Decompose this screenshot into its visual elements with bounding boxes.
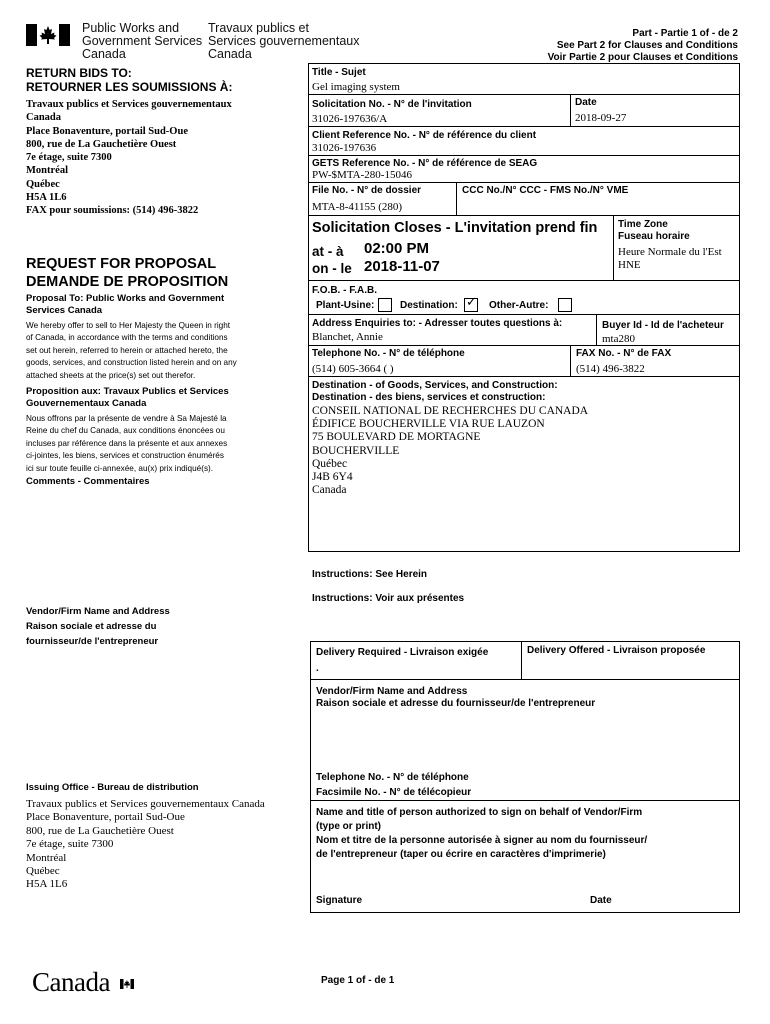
address-line: 75 BOULEVARD DE MORTAGNE <box>312 431 481 444</box>
offer-line: Reine du chef du Canada, aux conditions énoncées ou <box>26 426 225 436</box>
address-line: Travaux publics et Services gouvernementaux <box>26 99 232 110</box>
see-part-text: See Part 2 for Clauses and Conditions <box>556 40 738 51</box>
offer-line: goods, services, and construction listed herein and on any <box>26 358 237 368</box>
client-ref-label: Client Reference No. - N° de référence du client <box>312 130 537 141</box>
signature-label[interactable]: Signature <box>316 895 363 906</box>
rfp-title <box>26 255 228 291</box>
telephone-label: Telephone No. - N° de téléphone <box>312 348 465 359</box>
offer-line: incluses par référence dans la présente et aux annexes <box>26 438 228 448</box>
vendor-name-line: Raison sociale et adresse du fournisseur/de l'entrepreneur <box>316 698 596 709</box>
date-label: Date <box>575 97 597 108</box>
file-no-label: File No. - N° de dossier <box>312 185 422 196</box>
part-indicator <box>548 28 738 64</box>
address-line: Canada <box>312 484 347 497</box>
vendor-label-line: fournisseur/de l'entrepreneur <box>26 636 159 647</box>
proposition-aux-line: Gouvernementaux Canada <box>26 397 147 409</box>
address-line: Canada <box>26 112 62 124</box>
comments-label: Comments - Commentaires <box>26 476 150 487</box>
address-line: H5A 1L6 <box>26 878 68 891</box>
proposition-aux-line: Proposition aux: Travaux Publics et Services <box>26 386 229 397</box>
return-bids-en: RETURN BIDS TO: <box>26 66 132 80</box>
address-line: ÉDIFICE BOUCHERVILLE VIA RUE LAUZON <box>312 418 545 431</box>
auth-line: Name and title of person authorized to sign on behalf of Vendor/Firm <box>316 807 643 818</box>
vendor-left-label <box>26 604 170 649</box>
address-line: BOUCHERVILLE <box>312 444 400 457</box>
vendor-label-line: Vendor/Firm Name and Address <box>26 606 170 617</box>
destination-label: Destination: <box>400 300 458 311</box>
title-value: Gel imaging system <box>312 81 400 93</box>
address-line: Québec <box>312 457 348 470</box>
canada-flag-logo <box>26 24 70 46</box>
title-label: Title - Sujet <box>312 67 366 78</box>
destination-checkbox[interactable] <box>464 295 478 312</box>
offer-line: attached sheets at the price(s) set out therefor. <box>26 370 196 380</box>
address-line: Québec <box>26 178 60 190</box>
department-name-en <box>82 22 202 61</box>
fax-value: (514) 496-3822 <box>576 363 645 375</box>
offer-line: set out herein, referred to herein or attached hereto, the <box>26 345 228 355</box>
dest-label-line: Destination - of Goods, Services, and Construction: <box>312 380 558 391</box>
address-line: J4B 6Y4 <box>312 471 353 484</box>
delivery-required-value[interactable]: . <box>316 663 319 674</box>
tz-label-line: Fuseau horaire <box>618 231 690 242</box>
address-enquiries-label: Address Enquiries to: - Adresser toutes questions à: <box>312 318 563 329</box>
closing-date: 2018-11-07 <box>364 258 440 275</box>
instructions-en: Instructions: See Herein <box>312 569 428 580</box>
solicitation-closes-label: Solicitation Closes - L'invitation prend fin <box>312 220 598 236</box>
delivery-required-label: Delivery Required - Livraison exigée <box>316 647 489 658</box>
telephone-value: (514) 605-3664 ( ) <box>312 363 394 375</box>
dest-label-line: Destination - des biens, services et construction: <box>312 392 546 403</box>
tz-label-line: Time Zone <box>618 219 668 230</box>
tz-value-line: HNE <box>618 259 641 271</box>
auth-line: de l'entrepreneur (taper ou écrire en caractères d'imprimerie) <box>316 849 606 860</box>
address-line: Québec <box>26 865 60 878</box>
rfp-title-fr: DEMANDE DE PROPOSITION <box>26 274 229 290</box>
dept-fr-line: Travaux publics et <box>208 21 309 35</box>
dept-en-line: Government Services <box>82 34 203 48</box>
return-bids-fr: RETOURNER LES SOUMISSIONS À: <box>26 80 233 94</box>
dept-en-line: Public Works and <box>82 21 180 35</box>
fax-for-bids: FAX pour soumissions: (514) 496-3822 <box>26 205 199 217</box>
other-label: Other-Autre: <box>489 300 549 311</box>
fob-label: F.O.B. - F.A.B. <box>312 285 377 296</box>
buyer-id-value: mta280 <box>602 333 635 345</box>
offer-text-en <box>26 320 237 382</box>
auth-line: Nom et titre de la personne autorisée à signer au nom du fournisseur/ <box>316 835 648 846</box>
dept-en-line: Canada <box>82 47 126 61</box>
at-label: at - à <box>312 244 344 259</box>
address-line: H5A 1L6 <box>26 192 67 204</box>
auth-line: (type or print) <box>316 821 381 832</box>
vendor-label-line: Raison sociale et adresse du <box>26 621 157 632</box>
part-text: Part - Partie 1 of - de 2 <box>632 28 738 39</box>
dept-fr-line: Services gouvernementaux <box>208 34 360 48</box>
address-line: 7e étage, suite 7300 <box>26 152 112 164</box>
proposal-to-line: Services Canada <box>26 304 103 316</box>
file-no-value: MTA-8-41155 (280) <box>312 201 403 213</box>
proposition-aux <box>26 386 229 409</box>
address-line: Place Bonaventure, portail Sud-Oue <box>26 125 188 137</box>
address-line: Travaux publics et Services gouvernementaux Canada <box>26 798 265 810</box>
authorized-person-label <box>316 806 647 862</box>
proposal-to-line: Proposal To: Public Works and Government <box>26 293 225 304</box>
vendor-telephone-label: Telephone No. - N° de téléphone <box>316 772 469 783</box>
offer-text-fr <box>26 413 227 475</box>
address-line: Place Bonaventure, portail Sud-Oue <box>26 811 185 824</box>
return-bids-address <box>26 98 232 218</box>
address-enquiries-value: Blanchet, Annie <box>312 331 383 343</box>
signature-date-label[interactable]: Date <box>590 895 612 906</box>
address-line: CONSEIL NATIONAL DE RECHERCHES DU CANADA <box>312 405 589 417</box>
canada-wordmark <box>32 967 110 998</box>
offer-line: Nous offrons par la présente de vendre à Sa Majesté la <box>26 414 227 423</box>
address-line: 800, rue de La Gauchetière Ouest <box>26 138 177 150</box>
solicitation-no-value: 31026-197636/A <box>312 113 388 125</box>
issuing-office-label: Issuing Office - Bureau de distribution <box>26 782 199 793</box>
proposal-to <box>26 293 224 316</box>
address-line: 7e étage, suite 7300 <box>26 838 114 851</box>
canada-wordmark-text: Canada <box>32 967 110 997</box>
solicitation-no-label: Solicitation No. - N° de l'invitation <box>312 99 472 110</box>
check-icon: ✓ <box>466 295 477 310</box>
offer-line: ci-jointes, les biens, services et construction énumérés <box>26 451 224 461</box>
other-checkbox[interactable] <box>558 298 572 312</box>
fax-label: FAX No. - N° de FAX <box>576 348 672 359</box>
rfp-title-en: REQUEST FOR PROPOSAL <box>26 256 217 272</box>
voir-partie-text: Voir Partie 2 pour Clauses et Conditions <box>547 52 738 63</box>
destination-of-goods-label <box>312 380 558 404</box>
closing-time: 02:00 PM <box>364 240 430 257</box>
department-name-fr <box>208 22 359 61</box>
time-zone-value <box>618 246 722 272</box>
plant-checkbox[interactable] <box>378 298 392 312</box>
date-value: 2018-09-27 <box>575 112 627 124</box>
buyer-id-label: Buyer Id - Id de l'acheteur <box>602 320 724 331</box>
vendor-name-label <box>316 686 595 710</box>
address-line: Montréal <box>26 851 67 864</box>
address-line: Montréal <box>26 165 68 177</box>
issuing-office-address <box>26 798 265 892</box>
offer-line: We hereby offer to sell to Her Majesty the Queen in right <box>26 321 231 330</box>
offer-line: ici sur toute feuille ci-annexée, au(x) prix indiqué(s). <box>26 463 214 473</box>
flag-icon <box>120 965 134 975</box>
return-bids-heading <box>26 66 232 94</box>
delivery-offered-label: Delivery Offered - Livraison proposée <box>527 645 706 656</box>
tz-value-line: Heure Normale du l'Est <box>618 246 722 258</box>
address-line: 800, rue de La Gauchetière Ouest <box>26 824 174 837</box>
gets-ref-label: GETS Reference No. - N° de référence de SEAG <box>312 158 538 169</box>
vendor-facsimile-label: Facsimile No. - N° de télécopieur <box>316 787 472 798</box>
instructions-fr: Instructions: Voir aux présentes <box>312 593 465 604</box>
offer-line: of Canada, in accordance with the terms and conditions <box>26 333 228 343</box>
on-label: on - le <box>312 261 352 276</box>
client-ref-value: 31026-197636 <box>312 142 377 154</box>
dept-fr-line: Canada <box>208 47 252 61</box>
gets-ref-value: PW-$MTA-280-15046 <box>312 169 412 181</box>
ccc-no-label: CCC No./N° CCC - FMS No./N° VME <box>462 185 629 196</box>
time-zone-label <box>618 219 690 243</box>
vendor-name-line: Vendor/Firm Name and Address <box>316 686 468 697</box>
page-number: Page 1 of - de 1 <box>321 975 395 986</box>
plant-label: Plant-Usine: <box>316 300 375 311</box>
destination-address <box>312 405 588 497</box>
